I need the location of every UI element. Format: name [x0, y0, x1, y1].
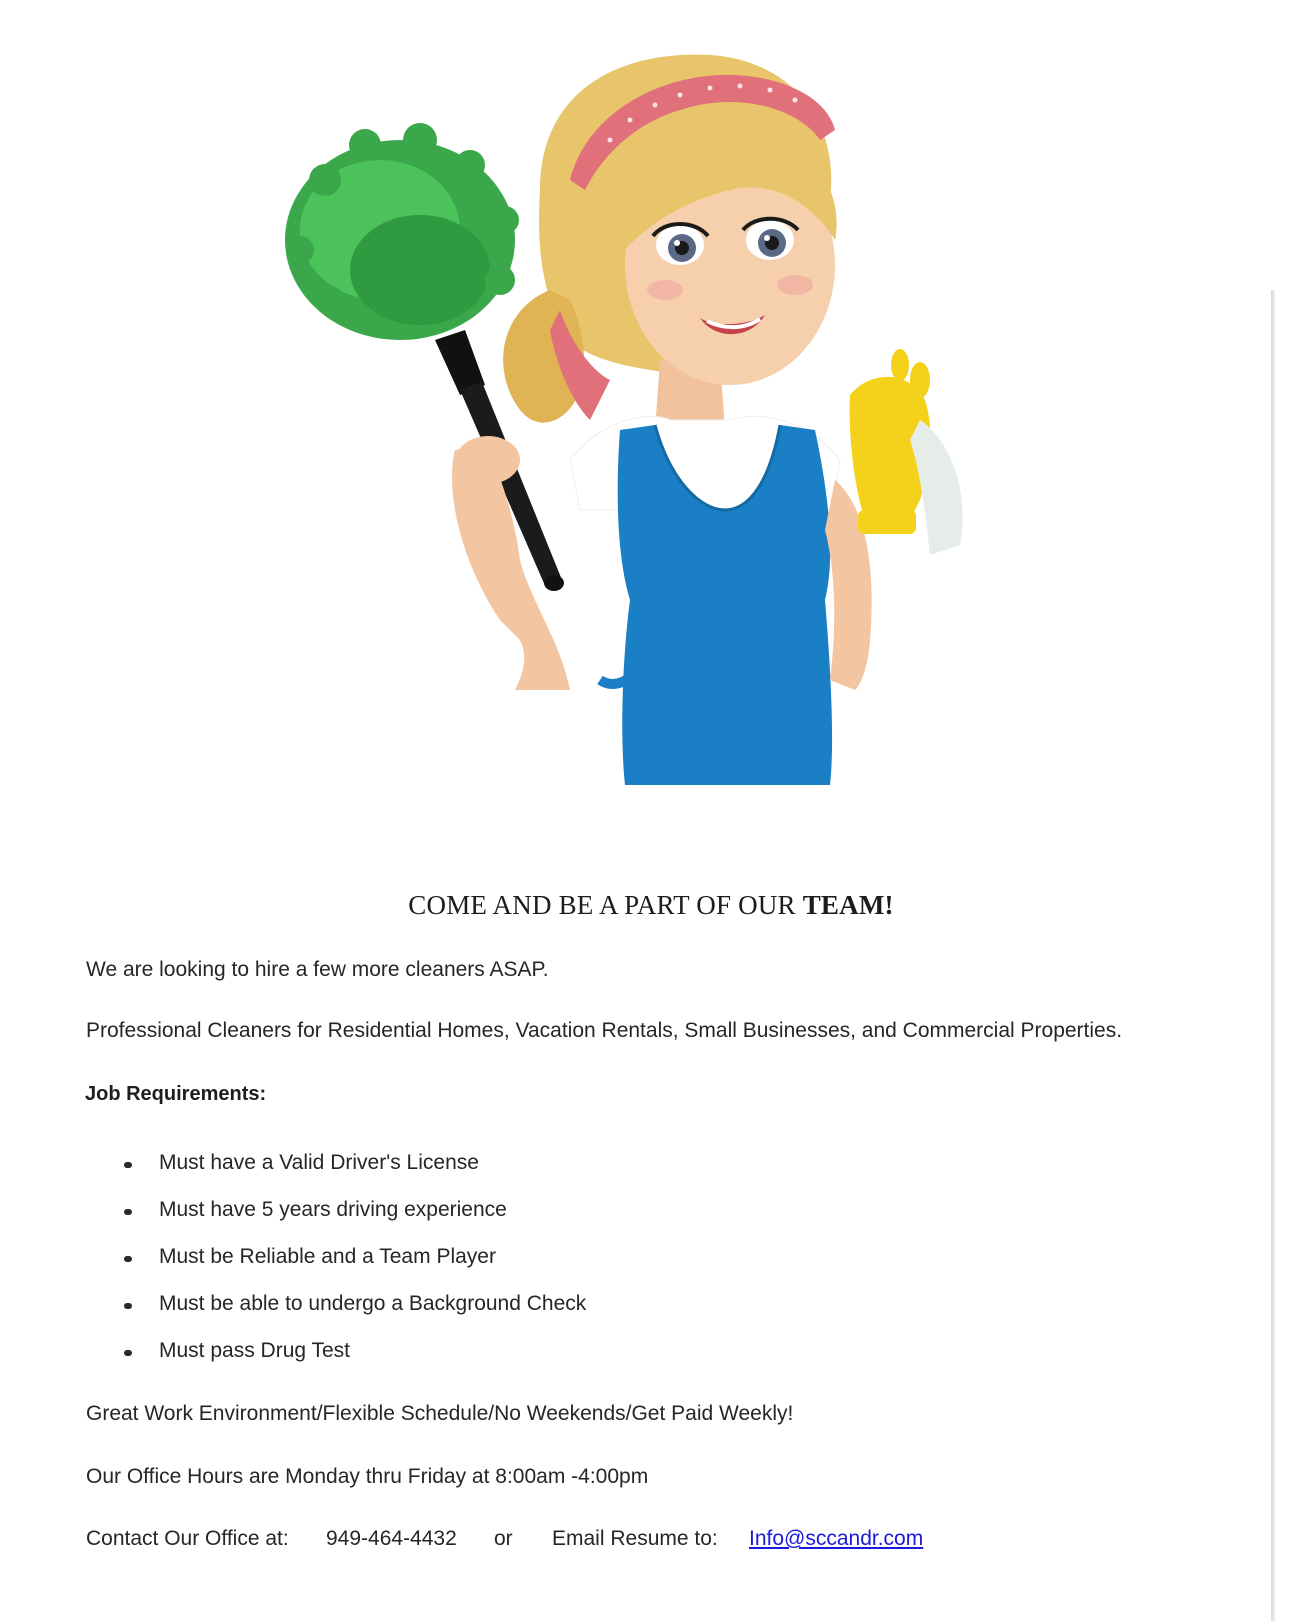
- cleaning-lady-illustration: [270, 40, 1000, 815]
- requirement-text: Must be able to undergo a Background Check: [159, 1292, 587, 1315]
- bullet-icon: [124, 1350, 132, 1356]
- contact-label: Contact Our Office at:: [86, 1527, 289, 1550]
- bullet-icon: [124, 1256, 132, 1262]
- page-edge-shadow: [1271, 290, 1275, 1621]
- requirement-text: Must have 5 years driving experience: [159, 1198, 507, 1221]
- page-title: [0, 890, 1290, 921]
- benefits-text: Great Work Environment/Flexible Schedule/No Weekends/Get Paid Weekly!: [86, 1402, 794, 1425]
- requirement-text: Must be Reliable and a Team Player: [159, 1245, 496, 1268]
- bullet-icon: [124, 1209, 132, 1215]
- bullet-icon: [124, 1162, 132, 1168]
- or-text: or: [494, 1527, 513, 1550]
- title-part1: COME AND BE A PART OF OUR: [408, 890, 803, 920]
- title-part2: TEAM!: [802, 890, 894, 920]
- requirement-text: Must have a Valid Driver's License: [159, 1151, 479, 1174]
- requirement-text: Must pass Drug Test: [159, 1339, 351, 1362]
- office-hours-text: Our Office Hours are Monday thru Friday at 8:00am -4:00pm: [86, 1465, 649, 1488]
- bullet-icon: [124, 1303, 132, 1309]
- services-text: Professional Cleaners for Residential Homes, Vacation Rentals, Small Businesses, and Commercial Properties.: [86, 1019, 1123, 1042]
- email-label: Email Resume to:: [552, 1527, 718, 1550]
- email-link[interactable]: Info@sccandr.com: [749, 1527, 924, 1550]
- intro-text: We are looking to hire a few more cleaners ASAP.: [86, 958, 549, 981]
- requirements-heading: Job Requirements:: [85, 1083, 267, 1105]
- phone-number: 949-464-4432: [326, 1527, 457, 1550]
